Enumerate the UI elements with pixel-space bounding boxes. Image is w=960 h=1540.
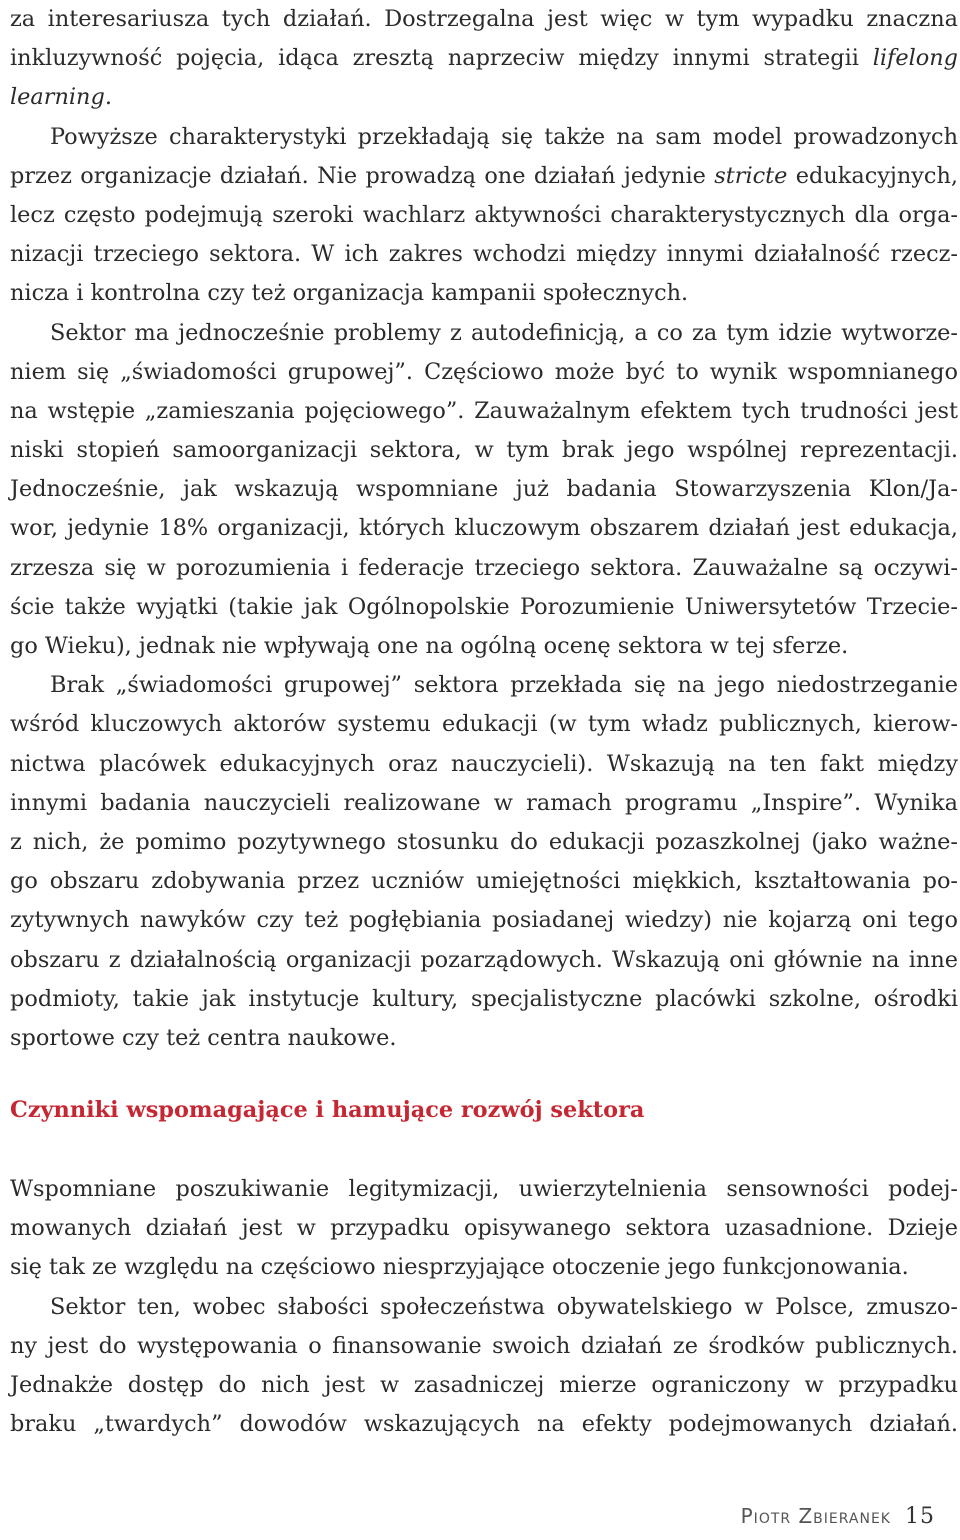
text-line [10, 509, 958, 548]
line-text: Wspomniane poszukiwanie legitymizacji, uwierzytelnienia sensowności podej- [10, 1176, 958, 1202]
text-line [10, 392, 958, 431]
text-line [10, 118, 958, 157]
line-text: zytywnych nawyków czy też pogłębiania posiadanej wiedzy) nie kojarzą oni tego [10, 907, 958, 934]
text-line [10, 1327, 958, 1366]
line-text: niski stopień samoorganizacji sektora, w tym brak jego wspólnej reprezentacji. [10, 437, 958, 464]
line-text: wor, jedynie 18% organizacji, których kluczowym obszarem działań jest edukacja, [10, 515, 958, 542]
text-line [10, 1366, 958, 1405]
line-text: ny jest do występowania o finansowanie swoich działań ze środków publicznych. [10, 1332, 958, 1359]
line-text: Brak „świadomości grupowej” sektora przekłada się na jego niedostrzeganie [50, 672, 958, 699]
text-line [10, 901, 958, 940]
line-text: Sektor ma jednocześnie problemy z autodefinicją, a co za tym idzie wytworze- [50, 319, 958, 346]
line-text: . [104, 84, 112, 111]
text-line [10, 431, 958, 470]
line-text: go obszaru zdobywania przez uczniów umiejętności miękkich, kształtowania po- [10, 868, 958, 895]
text-line [10, 39, 958, 78]
line-text: z nich, że pomimo pozytywnego stosunku do edukacji pozaszkolnej (jako ważne- [10, 828, 958, 855]
footer-author: Piotr Zbieranek [740, 1504, 891, 1528]
line-text: podmioty, takie jak instytucje kultury, specjalistyczne placówki szkolne, ośrodki [10, 985, 958, 1012]
line-text: się tak ze względu na częściowo niesprzyjające otoczenie jego funkcjonowania. [10, 1254, 909, 1281]
text-line [10, 1170, 958, 1209]
text-line [10, 823, 958, 862]
text-line [10, 1209, 958, 1248]
page-number: 15 [905, 1504, 935, 1529]
text-line [10, 1405, 958, 1444]
text-line [10, 627, 958, 666]
line-text: sportowe czy też centra naukowe. [10, 1024, 397, 1051]
line-text: niem się „świadomości grupowej”. Częściowo może być to wynik wspomnianego [10, 358, 958, 385]
line-text: Powyższe charakterystyki przekładają się także na sam model prowadzonych [50, 123, 958, 150]
line-text: na wstępie „zamieszania pojęciowego”. Zauważalnym efektem tych trudności jest [10, 397, 958, 424]
line-text: nicza i kontrolna czy też organizacja kampanii społecznych. [10, 280, 689, 307]
line-text: zrzesza się w porozumienia i federacje trzeciego sektora. Zauważalne są oczywi- [10, 554, 958, 581]
text-line [10, 235, 958, 274]
text-line [10, 941, 958, 980]
line-text: edukacyjnych, [795, 162, 958, 189]
text-line [10, 157, 958, 196]
text-line [10, 980, 958, 1019]
line-text: go Wieku), jednak nie wpływają one na ogólną ocenę sektora w tej sferze. [10, 633, 849, 659]
text-line [10, 1288, 958, 1327]
line-text: lecz często podejmują szeroki wachlarz aktywności charakterystycznych dla orga- [10, 201, 958, 228]
text-line [10, 1019, 958, 1058]
line-text: innymi badania nauczycieli realizowane w ramach programu „Inspire”. Wynika [10, 789, 958, 816]
text-line [10, 78, 958, 117]
line-text: Sektor ten, wobec słabości społeczeństwa obywatelskiego w Polsce, zmuszo- [50, 1293, 958, 1320]
text-line [10, 196, 958, 235]
line-text: wśród kluczowych aktorów systemu edukacji (w tym władz publicznych, kierow- [10, 711, 958, 738]
line-text: za interesariusza tych działań. Dostrzegalna jest więc w tym wypadku znaczna [10, 6, 958, 32]
section-heading: Czynniki wspomagające i hamujące rozwój sektora [10, 1097, 645, 1123]
line-text: Jednakże dostęp do nich jest w zasadniczej mierze ograniczony w przypadku [10, 1371, 958, 1398]
line-text: ście także wyjątki (takie jak Ogólnopolskie Porozumienie Uniwersytetów Trzecie- [10, 593, 958, 620]
text-line [10, 549, 958, 588]
italic-text: stricte [714, 162, 788, 189]
text-line [10, 705, 958, 744]
line-text: obszaru z działalnością organizacji pozarządowych. Wskazują oni głównie na inne [10, 946, 958, 973]
line-text: przez organizacje działań. Nie prowadzą one działań jedynie [10, 162, 706, 189]
text-line [10, 862, 958, 901]
page-footer [741, 1504, 935, 1540]
line-text: nizacji trzeciego sektora. W ich zakres wchodzi między innymi działalność rzecz- [10, 241, 958, 268]
text-line [10, 745, 958, 784]
italic-text: lifelong [872, 45, 958, 72]
line-text: braku „twardych” dowodów wskazujących na efekty podejmowanych działań. [10, 1411, 958, 1438]
line-text: mowanych działań jest w przypadku opisywanego sektora uzasadnione. Dzieje [10, 1215, 958, 1242]
line-text: inkluzywność pojęcia, idąca zresztą naprzeciw między innymi strategii [10, 45, 859, 72]
text-line [10, 353, 958, 392]
text-line [10, 588, 958, 627]
italic-text: learning [10, 84, 105, 111]
line-text: Jednocześnie, jak wskazują wspomniane już badania Stowarzyszenia Klon/Ja- [10, 476, 958, 503]
text-line [10, 470, 958, 509]
line-text: nictwa placówek edukacyjnych oraz nauczycieli). Wskazują na ten fakt między [10, 750, 958, 777]
text-line [10, 1248, 958, 1287]
text-line [10, 784, 958, 823]
text-line [10, 0, 958, 39]
text-line [10, 666, 958, 705]
body-text-block-2 [10, 1170, 958, 1444]
body-text-block-1 [10, 0, 958, 1058]
text-line [10, 274, 958, 313]
text-line [10, 314, 958, 353]
